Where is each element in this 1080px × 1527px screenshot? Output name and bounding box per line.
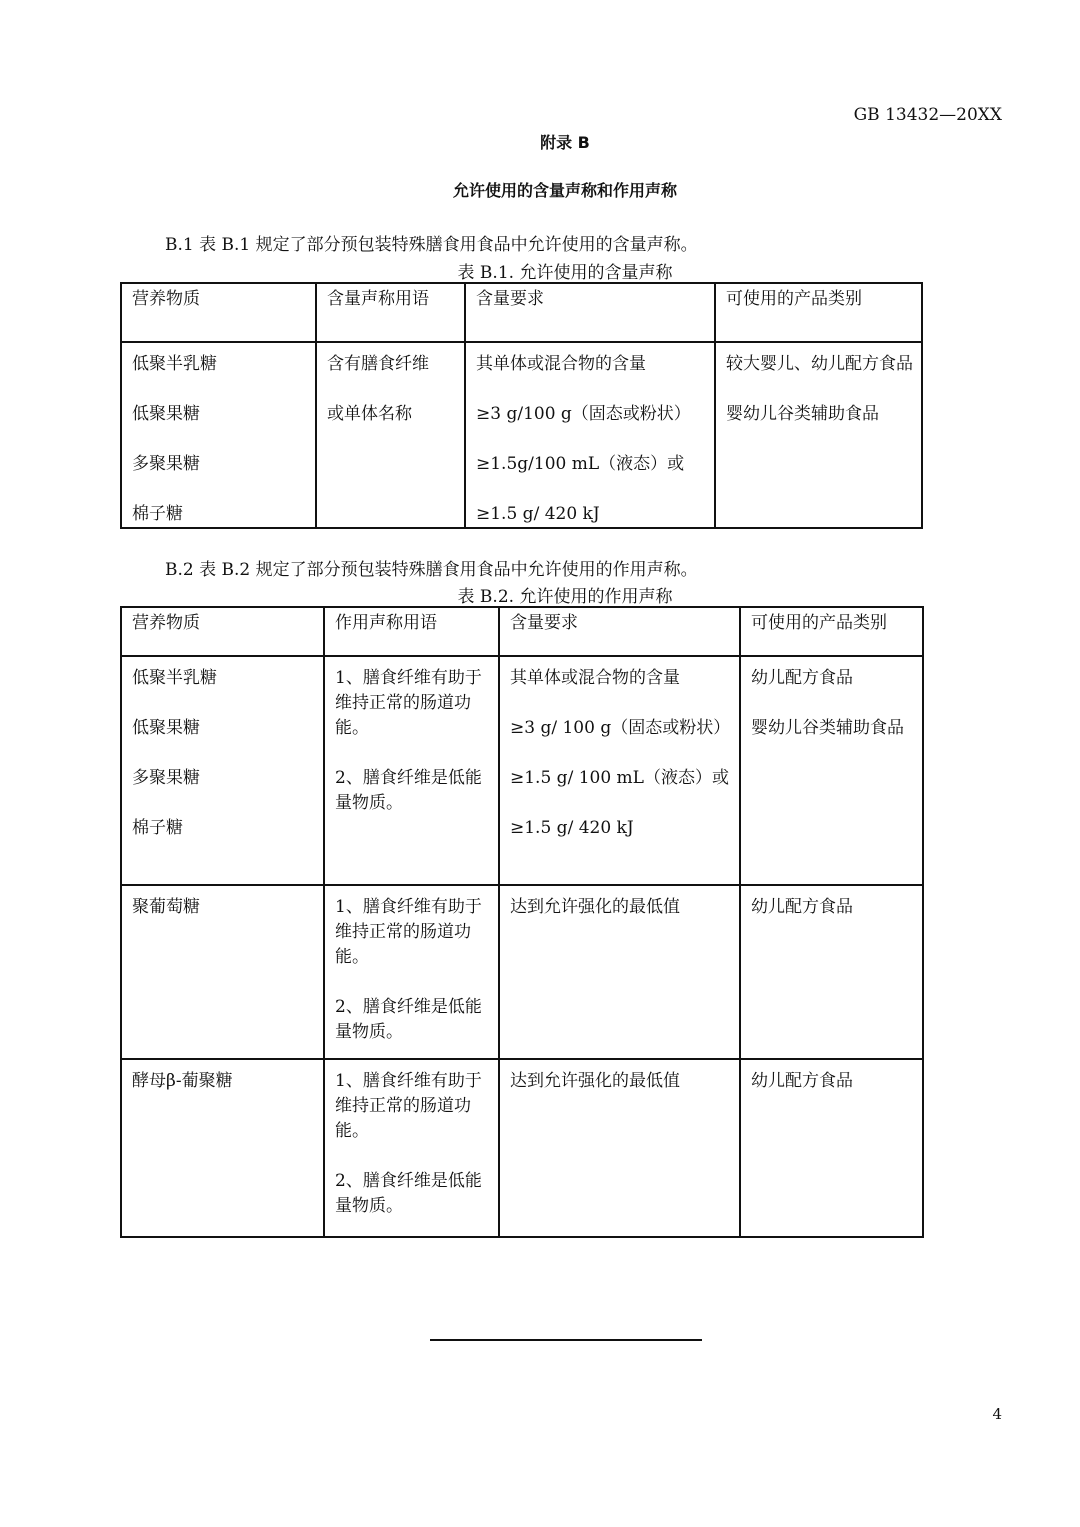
- table-cell: [121, 885, 324, 1059]
- table-cell: [324, 656, 499, 885]
- cell-line: 幼儿配方食品: [751, 668, 853, 688]
- cell-line: 低聚果糖: [132, 404, 200, 424]
- table-cell: [499, 885, 740, 1059]
- cell-line: 或单体名称: [327, 404, 412, 424]
- cell-line: 婴幼儿谷类辅助食品: [726, 404, 879, 424]
- column-header: 可使用的产品类别: [715, 283, 922, 342]
- table-cell: [715, 342, 922, 528]
- cell-line: 1、膳食纤维有助于维持正常的肠道功能。: [335, 897, 482, 967]
- cell-line: 低聚果糖: [132, 718, 200, 738]
- column-header: 营养物质: [121, 283, 316, 342]
- table-row: [121, 885, 923, 1059]
- table-row: [121, 656, 923, 885]
- cell-line: ≥1.5 g/ 420 kJ: [510, 818, 634, 838]
- table-cell: [465, 342, 715, 528]
- cell-line: 其单体或混合物的含量: [510, 668, 680, 688]
- column-header: 含量要求: [499, 607, 740, 656]
- cell-line: ≥1.5g/100 mL（液态）或: [476, 454, 685, 474]
- standard-code: GB 13432—20XX: [853, 105, 1002, 125]
- column-header: 作用声称用语: [324, 607, 499, 656]
- table-cell: [740, 885, 923, 1059]
- cell-line: 低聚半乳糖: [132, 668, 217, 688]
- cell-line: ≥1.5 g/ 420 kJ: [476, 504, 600, 524]
- table-cell: [499, 656, 740, 885]
- table-header-row: [121, 607, 923, 656]
- cell-line: 幼儿配方食品: [751, 897, 853, 917]
- cell-line: 棉子糖: [132, 504, 183, 524]
- end-rule-divider: [430, 1339, 702, 1341]
- cell-line: 多聚果糖: [132, 454, 200, 474]
- section-b2-intro: B.2 表 B.2 规定了部分预包装特殊膳食用食品中允许使用的作用声称。: [165, 560, 698, 580]
- table-cell: [121, 656, 324, 885]
- document-title: 允许使用的含量声称和作用声称: [452, 181, 677, 200]
- column-header: 营养物质: [121, 607, 324, 656]
- table-cell: [740, 1059, 923, 1237]
- table-cell: [121, 1059, 324, 1237]
- cell-line: 幼儿配方食品: [751, 1071, 853, 1091]
- table-header-row: [121, 283, 922, 342]
- column-header: 含量声称用语: [316, 283, 465, 342]
- cell-line: 2、膳食纤维是低能量物质。: [335, 997, 482, 1042]
- cell-line: 低聚半乳糖: [132, 354, 217, 374]
- cell-line: 1、膳食纤维有助于维持正常的肠道功能。: [335, 1071, 482, 1141]
- appendix-title: 附录 B: [540, 133, 590, 152]
- table-b1: [120, 282, 923, 529]
- table-cell: [316, 342, 465, 528]
- table-b1-caption: 表 B.1. 允许使用的含量声称: [457, 263, 673, 283]
- table-b2-caption: 表 B.2. 允许使用的作用声称: [457, 587, 673, 607]
- cell-line: 2、膳食纤维是低能量物质。: [335, 768, 482, 813]
- cell-line: ≥3 g/ 100 g（固态或粉状）: [510, 718, 731, 738]
- cell-line: 达到允许强化的最低值: [510, 897, 680, 917]
- cell-line: ≥1.5 g/ 100 mL（液态）或: [510, 768, 729, 788]
- table-row: [121, 1059, 923, 1237]
- cell-line: 2、膳食纤维是低能量物质。: [335, 1171, 482, 1216]
- cell-line: 达到允许强化的最低值: [510, 1071, 680, 1091]
- cell-line: 其单体或混合物的含量: [476, 354, 646, 374]
- page-number: 4: [992, 1405, 1002, 1423]
- table-row: [121, 342, 922, 528]
- table-cell: [499, 1059, 740, 1237]
- cell-line: 酵母β-葡聚糖: [132, 1071, 233, 1091]
- column-header: 可使用的产品类别: [740, 607, 923, 656]
- table-cell: [121, 342, 316, 528]
- cell-line: 婴幼儿谷类辅助食品: [751, 718, 904, 738]
- table-cell: [324, 885, 499, 1059]
- cell-line: 较大婴儿、幼儿配方食品: [726, 354, 913, 374]
- table-b2: [120, 606, 924, 1238]
- cell-line: 多聚果糖: [132, 768, 200, 788]
- table-cell: [740, 656, 923, 885]
- cell-line: 1、膳食纤维有助于维持正常的肠道功能。: [335, 668, 482, 738]
- table-cell: [324, 1059, 499, 1237]
- cell-line: 含有膳食纤维: [327, 354, 429, 374]
- cell-line: 聚葡萄糖: [132, 897, 200, 917]
- column-header: 含量要求: [465, 283, 715, 342]
- section-b1-intro: B.1 表 B.1 规定了部分预包装特殊膳食用食品中允许使用的含量声称。: [165, 235, 698, 255]
- cell-line: ≥3 g/100 g（固态或粉状）: [476, 404, 691, 424]
- cell-line: 棉子糖: [132, 818, 183, 838]
